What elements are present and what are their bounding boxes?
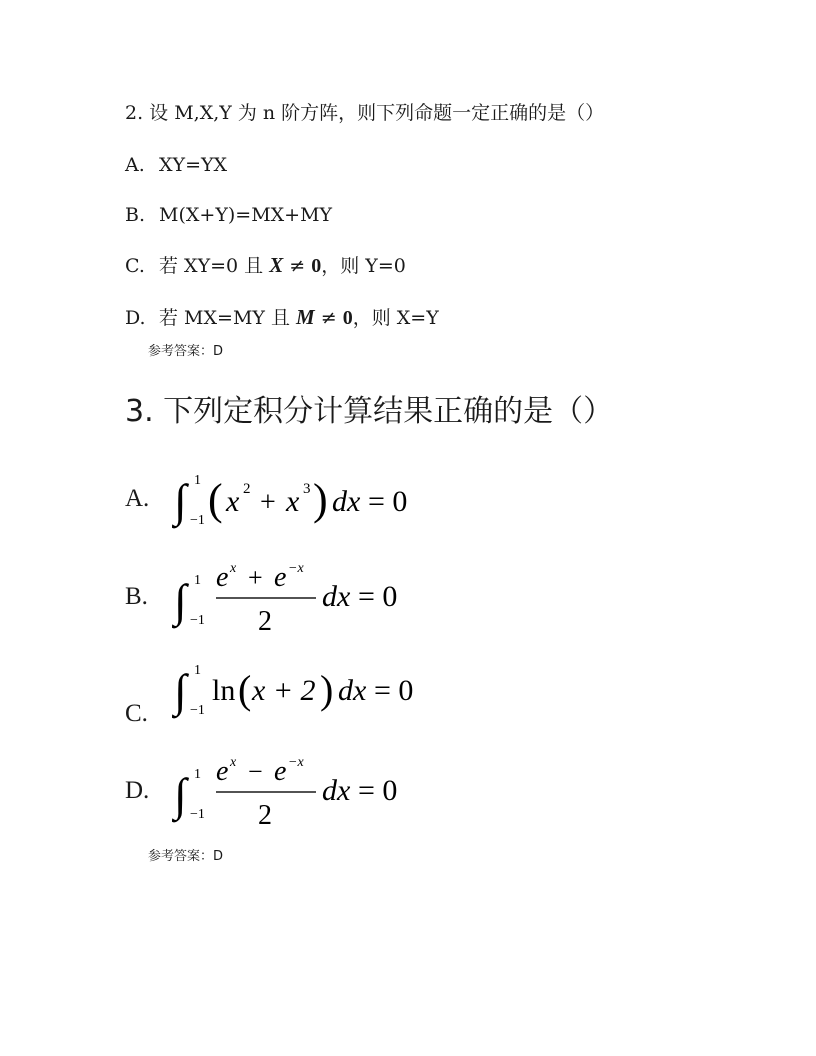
base-e: e <box>274 562 287 593</box>
q2-option-d-post: ，则 X=Y <box>352 307 439 329</box>
q2-option-c-pre: 若 XY=0 且 <box>159 255 264 277</box>
plus-sign: + <box>260 487 276 518</box>
equals-zero: = 0 <box>374 674 414 707</box>
denominator: 2 <box>258 606 272 637</box>
var-x: x <box>226 485 240 518</box>
integral-sign: ∫ <box>174 475 187 526</box>
integral-sign: ∫ <box>174 665 187 716</box>
differential: dx <box>322 580 351 613</box>
differential: dx <box>322 774 351 807</box>
q3-answer: 参考答案：D <box>148 849 224 864</box>
exponent-x: x <box>230 561 237 576</box>
lower-limit: −1 <box>190 613 205 628</box>
plus-sign: + <box>248 563 263 592</box>
var-x: x <box>286 485 300 518</box>
differential: dx <box>332 485 361 518</box>
exponent-3: 3 <box>303 481 311 497</box>
integral-sign: ∫ <box>174 575 187 626</box>
exponent-x: x <box>230 755 237 770</box>
q2-option-b-text: M(X+Y)=MX+MY <box>159 204 333 226</box>
exponent-neg-x: −x <box>288 561 304 576</box>
q2-option-c-zero: 0 <box>311 255 322 277</box>
q3-option-a-letter: A. <box>125 485 150 512</box>
left-paren: ( <box>208 475 223 524</box>
q2-option-d-letter: D. <box>125 307 146 329</box>
exponent-neg-x: −x <box>288 755 304 770</box>
denominator: 2 <box>258 800 272 831</box>
q2-option-d-pre: 若 MX=MY 且 <box>159 307 290 329</box>
q3-option-a-formula <box>172 468 432 530</box>
integral-sign: ∫ <box>174 769 187 820</box>
ln-function: ln <box>212 674 236 707</box>
upper-limit: 1 <box>194 767 201 782</box>
q2-option-a-text: XY=YX <box>159 154 228 176</box>
right-paren: ) <box>320 667 334 712</box>
equals-zero: = 0 <box>358 580 398 613</box>
equals-zero: = 0 <box>358 774 398 807</box>
q2-option-d <box>125 305 439 330</box>
q2-option-c-var: X <box>269 253 284 277</box>
argument: x + 2 <box>252 674 316 707</box>
q3-stem: 3. 下列定积分计算结果正确的是（） <box>125 394 614 429</box>
base-e: e <box>274 756 287 787</box>
exponent-2: 2 <box>243 481 251 497</box>
upper-limit: 1 <box>194 573 201 588</box>
equals-zero: = 0 <box>368 485 408 518</box>
right-paren: ) <box>313 475 328 524</box>
q2-answer: 参考答案：D <box>148 344 224 359</box>
q2-option-c-neq: ≠ <box>289 255 306 277</box>
q3-option-c-formula <box>172 656 432 720</box>
upper-limit: 1 <box>194 663 201 678</box>
q2-option-a <box>125 153 227 177</box>
differential: dx <box>338 674 367 707</box>
q2-option-d-zero: 0 <box>342 307 353 329</box>
lower-limit: −1 <box>190 807 205 822</box>
q2-stem: 2. 设 M,X,Y 为 n 阶方阵，则下列命题一定正确的是（） <box>125 102 605 124</box>
q2-option-d-var: M <box>296 305 315 329</box>
q2-option-c <box>125 253 406 278</box>
q3-option-b-formula <box>172 556 432 638</box>
q2-option-a-letter: A. <box>125 154 145 176</box>
q2-option-b-letter: B. <box>125 204 146 226</box>
base-e: e <box>216 756 229 787</box>
left-paren: ( <box>238 667 252 712</box>
upper-limit: 1 <box>194 473 201 488</box>
q3-option-d-letter: D. <box>125 777 150 804</box>
lower-limit: −1 <box>190 513 205 528</box>
q2-option-d-neq: ≠ <box>320 307 337 329</box>
q2-option-c-post: ，则 Y=0 <box>321 255 406 277</box>
q3-option-b-letter: B. <box>125 583 148 610</box>
q3-option-c-letter: C. <box>125 700 148 727</box>
base-e: e <box>216 562 229 593</box>
lower-limit: −1 <box>190 703 205 718</box>
minus-sign: − <box>248 757 263 786</box>
q3-option-d-formula <box>172 750 432 832</box>
q2-option-c-letter: C. <box>125 255 145 277</box>
q2-option-b <box>125 203 332 227</box>
